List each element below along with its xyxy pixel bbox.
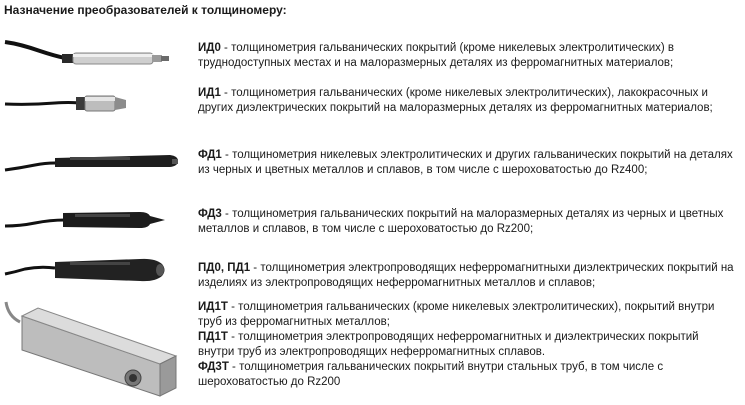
probe-description-id0: ИД0 - толщинометрия гальванических покрытий (кроме никелевых электролитических) в труднодоступных местах и на малоразмерных деталях из ферромагнитных материалов; xyxy=(198,42,675,69)
probe-description-id1t: ИД1Т - толщинометрия гальванических (кроме никелевых электролитических), покрытий внутри труб из ферромагнитных металлов; xyxy=(198,301,715,328)
probe-text: толщинометрия гальванических покрытий внутри стальных труб, в том числе с шероховатостью до Rz200 xyxy=(198,361,664,388)
probe-description-pd1t: ПД1Т - толщинометрия электропроводящих неферромагнитных и диэлектрических покрытий внутри труб из электропроводящих неферромагнитных сплавов. xyxy=(198,331,699,358)
probe-name: ФД1 xyxy=(198,149,222,161)
probe-text: толщинометрия гальванических (кроме никелевых электролитических), покрытий внутри труб из ферромагнитных металлов; xyxy=(198,301,715,328)
probe-name: ПД1Т xyxy=(198,331,228,343)
probe-name: ИД1 xyxy=(198,87,221,99)
pipe-probe-image xyxy=(0,296,195,404)
probe-text: толщинометрия электропроводящих неферромагнитныхи диэлектрических покрытий на изделиях из электропроводящих неферромагнитных металлов и сплавов; xyxy=(198,262,734,289)
page-title: Назначение преобразователей к толщиномеру: xyxy=(4,3,287,17)
probe-description-pd: ПД0, ПД1 - толщинометрия электропроводящих неферромагнитныхи диэлектрических покрытий на изделиях из электропроводящих неферромагнитных металлов и сплавов; xyxy=(198,262,734,289)
probe-description-fd3: ФД3 - толщинометрия гальванических покрытий на малоразмерных деталях из черных и цветных металлов и сплавов, в том числе с шероховатостью до Rz200; xyxy=(198,208,724,235)
pipe-probe-descriptions xyxy=(198,300,738,390)
probe-description-fd1: ФД1 - толщинометрия никелевых электролитических и других гальванических покрытий на деталях из черных и цветных металлов и сплавов, в том числе с шероховатостью до Rz400; xyxy=(198,149,733,176)
probe-text: толщинометрия электропроводящих неферромагнитных и диэлектрических покрытий внутри труб из электропроводящих неферромагнитных сплавов. xyxy=(198,331,699,358)
probe-name: ФД3Т xyxy=(198,361,229,373)
probe-text: толщинометрия никелевых электролитических и других гальванических покрытий на деталях из черных и цветных металлов и сплавов, в том числе с шероховатостью до Rz400; xyxy=(198,149,733,176)
probe-name: ИД1Т xyxy=(198,301,228,313)
probe-description-id1: ИД1 - толщинометрия гальванических (кроме никелевых электролитических), лакокрасочных и других диэлектрических покрытий на малоразмерных деталях из ферромагнитных материалов; xyxy=(198,87,713,114)
fd3-probe-image xyxy=(0,200,190,240)
probe-description-fd3t: ФД3Т - толщинометрия гальванических покрытий внутри стальных труб, в том числе с шероховатостью до Rz200 xyxy=(198,361,664,388)
probe-name: ИД0 xyxy=(198,42,221,54)
probe-text: толщинометрия гальванических покрытий (кроме никелевых электролитических) в труднодоступных местах и на малоразмерных деталях из ферромагнитных материалов; xyxy=(198,42,675,69)
probe-text: толщинометрия гальванических (кроме никелевых электролитических), лакокрасочных и других диэлектрических покрытий на малоразмерных деталях из ферромагнитных материалов; xyxy=(198,87,713,114)
probe-text: толщинометрия гальванических покрытий на малоразмерных деталях из черных и цветных металлов и сплавов, в том числе с шероховатостью до Rz200; xyxy=(198,208,724,235)
probe-name: ПД0, ПД1 xyxy=(198,262,251,274)
fd1-probe-image xyxy=(0,142,190,182)
probe-name: ФД3 xyxy=(198,208,222,220)
id0-probe-image xyxy=(0,34,190,74)
id1-probe-image xyxy=(0,88,190,120)
pd-probe-image xyxy=(0,250,190,295)
